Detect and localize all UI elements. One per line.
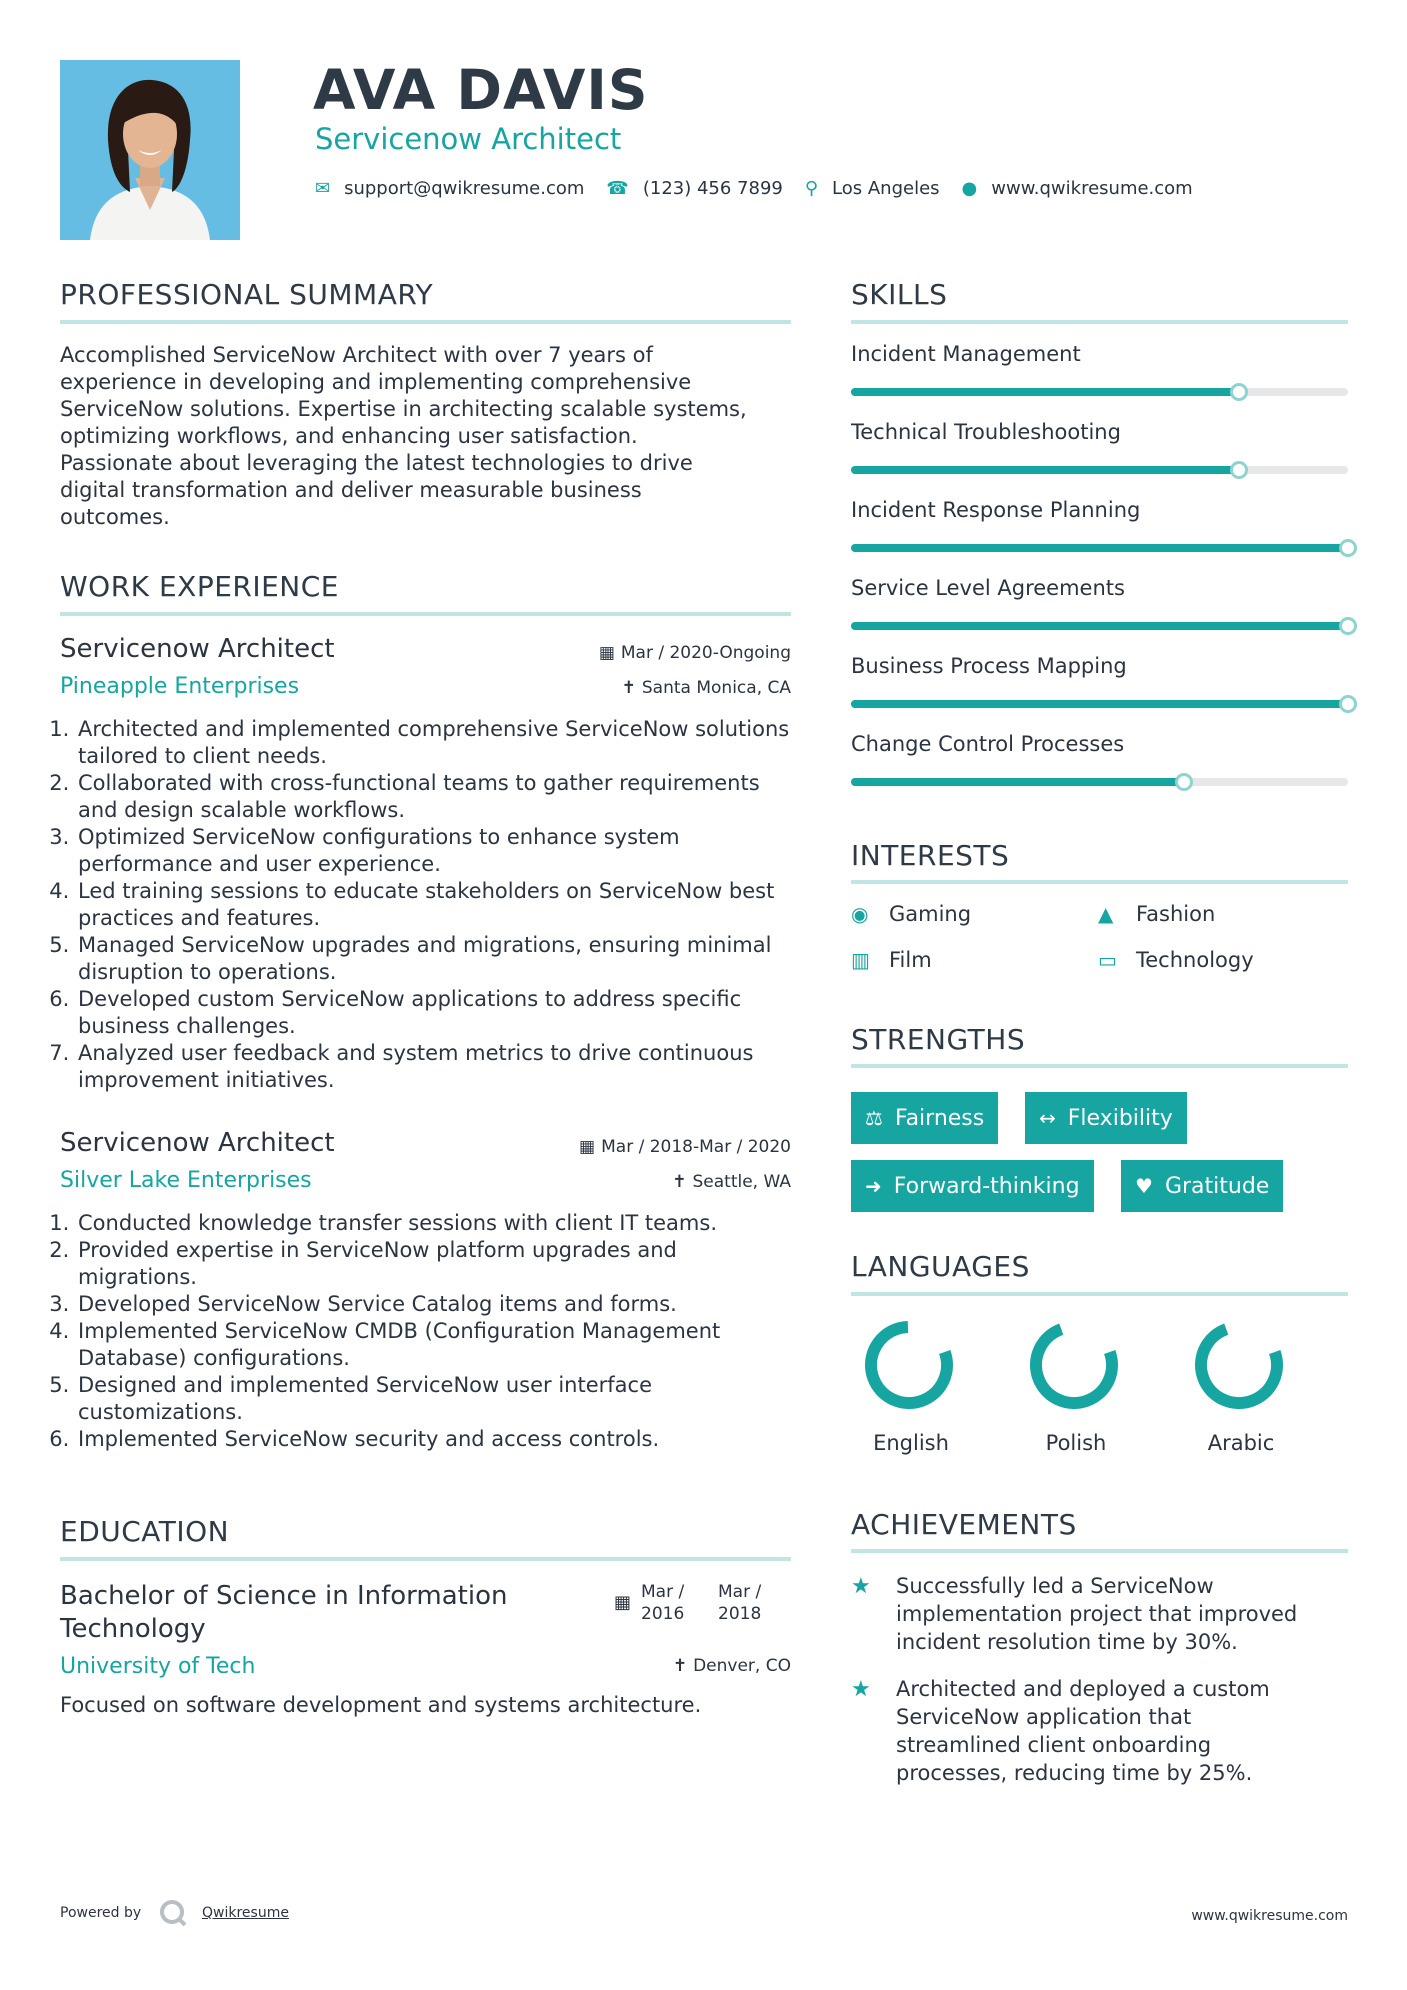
pin-icon: ✝ [621, 678, 636, 698]
skills-divider [851, 320, 1348, 324]
skill-bar-track [851, 388, 1348, 396]
contact-phone[interactable]: (123) 456 7899 [642, 178, 783, 199]
skill-name: Incident Response Planning [851, 498, 1141, 522]
interest-label: Fashion [1136, 902, 1216, 926]
skill-bar-track [851, 778, 1348, 786]
footer-website[interactable]: www.qwikresume.com [1191, 1908, 1348, 1924]
interests-heading: INTERESTS [851, 839, 1010, 872]
strength-label: Flexibility [1067, 1105, 1173, 1131]
education-start-date [641, 1581, 684, 1625]
candidate-title: Servicenow Architect [315, 122, 622, 156]
education-location-text: Denver, CO [693, 1656, 791, 1676]
skill-row [851, 576, 1348, 646]
degree-line: Bachelor of Science in Information [60, 1581, 508, 1611]
skill-bar-fill [851, 700, 1348, 708]
job-company: Pineapple Enterprises [60, 674, 300, 699]
location-pin-icon: ⚲ [804, 178, 819, 199]
job-dates-text: Mar / 2020-Ongoing [620, 643, 791, 663]
language-item [851, 1315, 971, 1455]
skill-row [851, 732, 1348, 802]
start-month: Mar / [641, 1582, 685, 1602]
list-item: 5. Designed and implemented ServiceNow user interface customizations. [76, 1372, 798, 1426]
pin-icon: ✝ [672, 1656, 688, 1676]
profile-photo [60, 60, 240, 240]
interests-divider [851, 880, 1348, 884]
skill-level-knob [1339, 617, 1357, 635]
strengths-divider [851, 1064, 1348, 1068]
candidate-name: AVA DAVIS [313, 58, 649, 122]
strength-tag-flexibility [1025, 1092, 1187, 1144]
job-dates [480, 1137, 791, 1157]
calendar-icon: ▦ [579, 1137, 596, 1157]
skill-bar-track [851, 700, 1348, 708]
skill-name: Incident Management [851, 342, 1081, 366]
achievement-line: Architected and deployed a custom [896, 1677, 1270, 1701]
list-item: 1. Architected and implemented comprehensive ServiceNow solutions tailored to client needs. [76, 716, 798, 770]
language-item [1016, 1315, 1136, 1455]
job-location-text: Santa Monica, CA [641, 678, 791, 698]
email-icon: ✉ [315, 178, 331, 199]
interest-label: Gaming [889, 902, 972, 926]
school-name: University of Tech [60, 1654, 256, 1679]
skill-row [851, 498, 1348, 568]
interest-label: Technology [1136, 948, 1254, 972]
list-item: 1. Conducted knowledge transfer sessions with client IT teams. [76, 1210, 798, 1237]
skill-name: Service Level Agreements [851, 576, 1125, 600]
strength-tag-gratitude [1121, 1160, 1283, 1212]
strength-label: Gratitude [1164, 1173, 1270, 1199]
education-heading: EDUCATION [60, 1515, 230, 1548]
skill-name: Change Control Processes [851, 732, 1125, 756]
award-star-icon: ★ [851, 1677, 871, 1702]
language-ring [859, 1315, 959, 1415]
skill-bar-track [851, 544, 1348, 552]
list-item: 3. Optimized ServiceNow configurations to enhance system performance and user experience. [76, 824, 798, 878]
summary-line: digital transformation and deliver measurable business [60, 478, 642, 502]
pin-icon: ✝ [672, 1172, 687, 1192]
globe-icon: ● [961, 178, 978, 199]
list-item: 4. Led training sessions to educate stakeholders on ServiceNow best practices and features. [76, 878, 798, 932]
achievement-item [896, 1675, 1348, 1787]
experience-divider [60, 612, 791, 616]
brand-link[interactable]: Qwikresume [202, 1905, 289, 1921]
laptop-icon: ▭ [1098, 948, 1117, 972]
language-name: Polish [1045, 1431, 1107, 1455]
interest-label: Film [889, 948, 932, 972]
skill-bar-fill [851, 388, 1239, 396]
list-item: 6. Implemented ServiceNow security and access controls. [76, 1426, 798, 1453]
end-year: 2018 [718, 1604, 762, 1624]
language-level-arc [860, 1316, 957, 1413]
contact-location: Los Angeles [832, 178, 940, 199]
summary-divider [60, 320, 791, 324]
achievement-item [896, 1572, 1348, 1656]
languages-heading: LANGUAGES [851, 1250, 1030, 1283]
summary-heading: PROFESSIONAL SUMMARY [60, 278, 434, 311]
skill-level-knob [1339, 695, 1357, 713]
skill-bar-fill [851, 622, 1348, 630]
degree-line: Technology [60, 1614, 206, 1644]
languages-divider [851, 1292, 1348, 1296]
arrows-horizontal-icon: ↔ [1039, 1106, 1056, 1130]
shopping-bag-icon: ▲ [1098, 902, 1114, 926]
language-name: English [873, 1431, 949, 1455]
language-name: Arabic [1207, 1431, 1275, 1455]
list-item: 3. Developed ServiceNow Service Catalog items and forms. [76, 1291, 798, 1318]
degree-title [60, 1580, 600, 1646]
list-item: 2. Collaborated with cross-functional teams to gather requirements and design scalable workflows. [76, 770, 798, 824]
achievements-heading: ACHIEVEMENTS [851, 1508, 1077, 1541]
strength-label: Forward-thinking [893, 1173, 1080, 1199]
interest-technology [1098, 948, 1254, 972]
job-dates [480, 643, 791, 663]
job-dates-text: Mar / 2018-Mar / 2020 [601, 1137, 791, 1157]
summary-line: optimizing workflows, and enhancing user satisfaction. [60, 424, 638, 448]
strengths-heading: STRENGTHS [851, 1023, 1026, 1056]
list-item: 5. Managed ServiceNow upgrades and migrations, ensuring minimal disruption to operations. [76, 932, 798, 986]
achievement-line: processes, reducing time by 25%. [896, 1761, 1253, 1785]
skill-name: Business Process Mapping [851, 654, 1127, 678]
skill-row [851, 654, 1348, 724]
powered-by-label: Powered by [60, 1905, 142, 1921]
phone-icon: ☎ [606, 178, 629, 199]
skill-row [851, 342, 1348, 412]
avatar-illustration [60, 60, 240, 240]
education-end-date [718, 1581, 761, 1625]
list-item: 6. Developed custom ServiceNow applications to address specific business challenges. [76, 986, 798, 1040]
strength-label: Fairness [894, 1105, 985, 1131]
job-responsibilities [58, 1210, 798, 1453]
qwikresume-logo-icon [158, 1898, 188, 1928]
strength-tag-fairness [851, 1092, 998, 1144]
language-ring [1189, 1315, 1289, 1415]
summary-line: outcomes. [60, 505, 170, 529]
skill-bar-fill [851, 544, 1348, 552]
education-description: Focused on software development and systems architecture. [60, 1693, 702, 1717]
film-icon: ▥ [851, 948, 870, 972]
contact-website[interactable]: www.qwikresume.com [991, 178, 1193, 199]
interest-gaming [851, 902, 971, 926]
summary-line: Passionate about leveraging the latest technologies to drive [60, 451, 693, 475]
job-responsibilities [58, 716, 798, 1094]
education-divider [60, 1557, 791, 1561]
calendar-icon: ▦ [598, 643, 615, 663]
skill-level-knob [1230, 461, 1248, 479]
list-item: 2. Provided expertise in ServiceNow platform upgrades and migrations. [76, 1237, 798, 1291]
calendar-icon: ▦ [614, 1592, 632, 1613]
languages-list [851, 1315, 1348, 1465]
end-month: Mar / [718, 1582, 762, 1602]
education-location [480, 1656, 791, 1676]
language-level-arc [1025, 1316, 1122, 1413]
achievement-line: Successfully led a ServiceNow [896, 1574, 1214, 1598]
skill-level-knob [1230, 383, 1248, 401]
language-item [1181, 1315, 1301, 1455]
skill-row [851, 420, 1348, 490]
heart-icon: ♥ [1135, 1174, 1153, 1198]
skill-bar-fill [851, 778, 1184, 786]
list-item: 4. Implemented ServiceNow CMDB (Configuration Management Database) configurations. [76, 1318, 798, 1372]
achievements-divider [851, 1549, 1348, 1553]
interest-fashion [1098, 902, 1215, 926]
start-year: 2016 [641, 1604, 685, 1624]
language-level-arc [1190, 1316, 1287, 1413]
list-item: 7. Analyzed user feedback and system metrics to drive continuous improvement initiatives. [76, 1040, 798, 1094]
achievement-line: ServiceNow application that [896, 1705, 1192, 1729]
arrow-right-icon: ➜ [865, 1174, 882, 1198]
summary-text [60, 342, 800, 531]
skill-bar-fill [851, 466, 1239, 474]
strength-tag-forward-thinking [851, 1160, 1094, 1212]
balance-scale-icon: ⚖ [865, 1106, 883, 1130]
job-title: Servicenow Architect [60, 634, 335, 664]
language-ring [1024, 1315, 1124, 1415]
contact-email[interactable]: support@qwikresume.com [344, 178, 585, 199]
job-location [480, 678, 791, 698]
job-title: Servicenow Architect [60, 1128, 335, 1158]
gamepad-icon: ◉ [851, 902, 869, 926]
achievement-line: streamlined client onboarding [896, 1733, 1212, 1757]
achievement-line: implementation project that improved [896, 1602, 1298, 1626]
skill-level-knob [1339, 539, 1357, 557]
summary-line: experience in developing and implementing comprehensive [60, 370, 692, 394]
job-location [480, 1172, 791, 1192]
interest-film [851, 948, 932, 972]
skill-bar-track [851, 622, 1348, 630]
skill-level-knob [1175, 773, 1193, 791]
achievement-line: incident resolution time by 30%. [896, 1630, 1238, 1654]
experience-heading: WORK EXPERIENCE [60, 570, 339, 603]
skill-bar-track [851, 466, 1348, 474]
job-location-text: Seattle, WA [692, 1172, 791, 1192]
award-star-icon: ★ [851, 1574, 871, 1599]
summary-line: ServiceNow solutions. Expertise in architecting scalable systems, [60, 397, 747, 421]
skill-name: Technical Troubleshooting [851, 420, 1121, 444]
job-company: Silver Lake Enterprises [60, 1168, 312, 1193]
skills-heading: SKILLS [851, 278, 948, 311]
contact-bar [315, 178, 1215, 199]
summary-line: Accomplished ServiceNow Architect with over 7 years of [60, 343, 653, 367]
